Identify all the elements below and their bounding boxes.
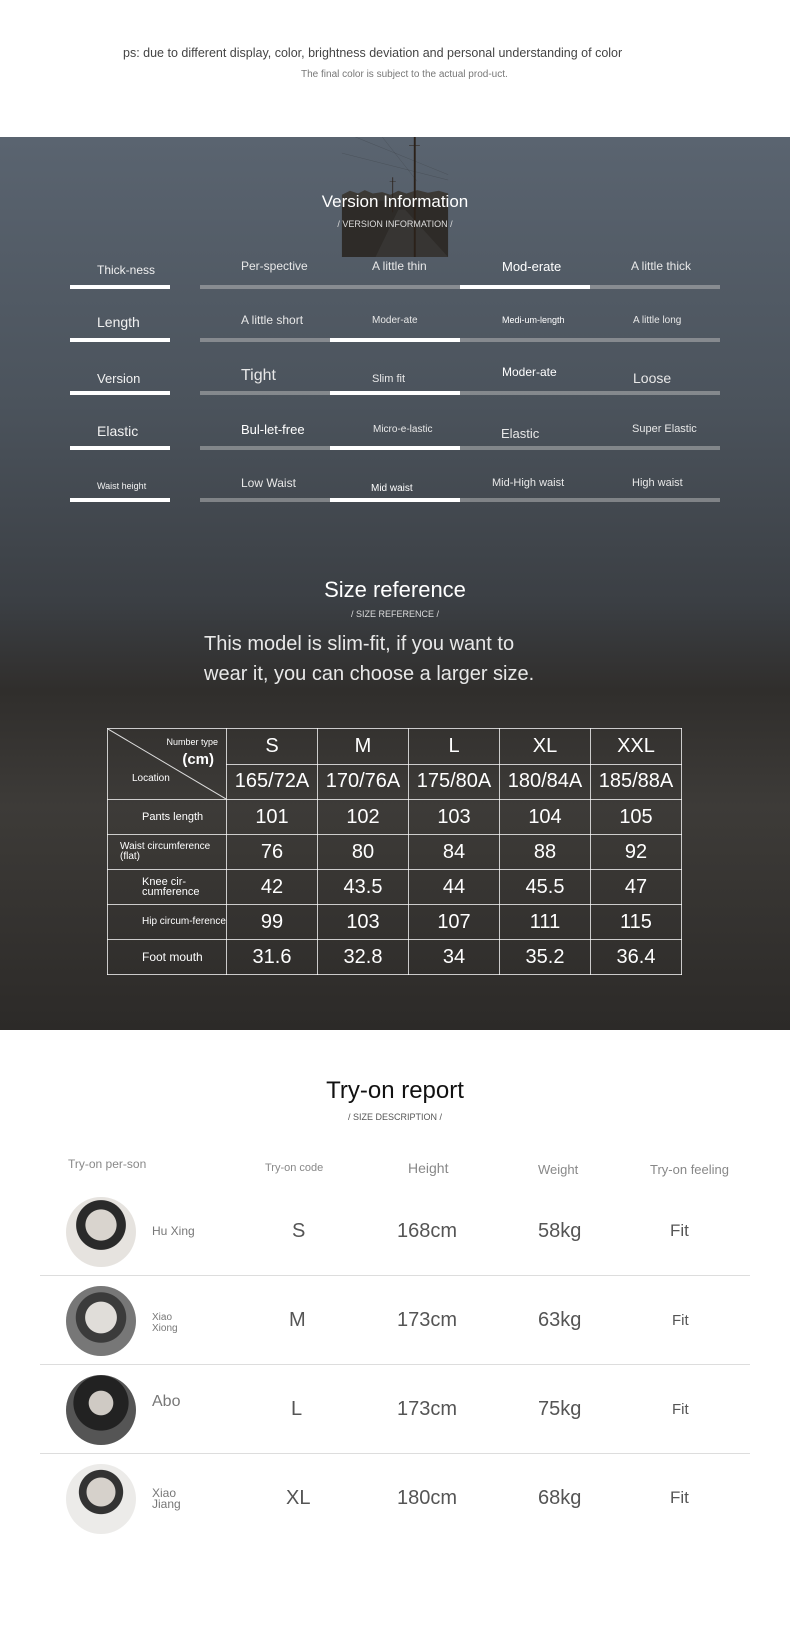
size-code: 170/76A [318, 764, 409, 800]
version-row-marker [70, 498, 170, 502]
corner-number-type: Number type [166, 737, 218, 747]
tryon-height: 173cm [397, 1309, 458, 1331]
table-cell: 92 [591, 835, 682, 870]
table-row [108, 905, 682, 940]
table-row [108, 870, 682, 905]
version-row-marker [70, 338, 170, 342]
corner-unit: (cm) [182, 751, 214, 768]
version-selected-bar [460, 285, 590, 289]
tryon-title: Try-on report [326, 1077, 464, 1104]
tryon-feeling: Fit [670, 1221, 689, 1240]
avatar [66, 1286, 136, 1356]
version-row-length [0, 312, 790, 364]
version-row-version [0, 365, 790, 417]
version-row-marker [70, 391, 170, 395]
table-cell: 76 [227, 835, 318, 870]
version-option: Per-spective [241, 259, 308, 273]
table-cell: 35.2 [500, 940, 591, 975]
table-cell: 88 [500, 835, 591, 870]
version-option: Mid-High waist [492, 477, 565, 489]
tryon-code: M [289, 1309, 306, 1331]
tryon-name: Xiao Jiang [152, 1486, 181, 1511]
version-option-selected: Slim fit [372, 373, 405, 385]
table-row [108, 835, 682, 870]
version-option: High waist [632, 477, 683, 489]
size-table-corner [108, 729, 227, 800]
version-option-selected: Mid waist [371, 483, 413, 494]
version-option-selected: Mod-erate [502, 259, 562, 274]
version-row-label: Elastic [97, 423, 139, 439]
size-title: Size reference [324, 577, 466, 602]
avatar [66, 1375, 136, 1445]
table-cell: 115 [591, 905, 682, 940]
version-option: A little short [241, 313, 304, 327]
list-item [40, 1366, 750, 1454]
table-cell: 84 [409, 835, 500, 870]
size-note [204, 629, 534, 689]
table-cell: 43.5 [318, 870, 409, 905]
size-note-line: This model is slim-fit, if you want to [204, 633, 515, 655]
table-cell: 32.8 [318, 940, 409, 975]
size-header: S [227, 729, 318, 765]
table-cell: 111 [500, 905, 591, 940]
size-note-line: wear it, you can choose a larger size. [204, 663, 535, 685]
version-row-label: Waist height [97, 481, 147, 491]
version-option: Tight [241, 367, 276, 384]
tryon-height: 173cm [397, 1398, 458, 1420]
table-cell: 103 [318, 905, 409, 940]
size-table [107, 728, 682, 975]
size-header: XL [500, 729, 591, 765]
size-header: XXL [591, 729, 682, 765]
table-cell: 102 [318, 800, 409, 835]
list-item [40, 1455, 750, 1543]
tryon-height: 180cm [397, 1487, 458, 1509]
table-cell: 101 [227, 800, 318, 835]
table-cell: 36.4 [591, 940, 682, 975]
version-track [200, 498, 720, 502]
corner-location: Location [132, 773, 170, 784]
size-code: 175/80A [409, 764, 500, 800]
tryon-code: S [292, 1220, 306, 1242]
notice-section [0, 0, 790, 137]
size-header: L [409, 729, 500, 765]
table-cell: 44 [409, 870, 500, 905]
tryon-name: Abo [152, 1393, 181, 1410]
version-option: A little long [633, 315, 682, 326]
row-label: Foot mouth [108, 940, 227, 975]
table-row [108, 940, 682, 975]
size-header: M [318, 729, 409, 765]
version-option: Bul-let-free [241, 422, 305, 437]
table-cell: 42 [227, 870, 318, 905]
version-row-marker [70, 285, 170, 289]
avatar [66, 1197, 136, 1267]
row-label: Hip circum-ference [108, 905, 227, 940]
table-cell: 31.6 [227, 940, 318, 975]
version-selected-bar [330, 391, 460, 395]
avatar [66, 1464, 136, 1534]
version-row-marker [70, 446, 170, 450]
tryon-weight: 58kg [538, 1220, 582, 1242]
tryon-subtitle: / SIZE DESCRIPTION / [347, 1112, 442, 1122]
notice-line-1: ps: due to different display, color, brightness deviation and personal understanding of color [123, 46, 623, 60]
version-row-label: Version [97, 371, 141, 386]
version-row-label: Length [97, 314, 140, 330]
version-option: A little thin [372, 259, 427, 273]
version-option: A little thick [631, 259, 692, 273]
table-cell: 47 [591, 870, 682, 905]
version-option-selected: Moder-ate [372, 315, 418, 326]
version-option: Moder-ate [502, 365, 557, 379]
notice-line-2: The final color is subject to the actual prod-uct. [301, 69, 508, 80]
table-cell: 80 [318, 835, 409, 870]
row-label: Waist circumference (flat) [108, 835, 227, 870]
table-row [108, 800, 682, 835]
version-selected-bar [330, 446, 460, 450]
size-code: 165/72A [227, 764, 318, 800]
version-selected-bar [330, 498, 460, 502]
size-subtitle: / SIZE REFERENCE / [350, 609, 439, 619]
version-track [200, 446, 720, 450]
tryon-code: L [291, 1398, 303, 1420]
row-label: Pants length [108, 800, 227, 835]
tryon-weight: 75kg [538, 1398, 582, 1420]
version-option: Low Waist [241, 476, 296, 490]
version-row-waist-height [0, 471, 790, 523]
tryon-feeling: Fit [672, 1312, 689, 1329]
version-option: Elastic [501, 426, 540, 441]
version-option-selected: Micro-e-lastic [373, 424, 433, 435]
version-subtitle: / VERSION INFORMATION / [337, 219, 453, 229]
tryon-weight: 63kg [538, 1309, 582, 1331]
version-track [200, 338, 720, 342]
tryon-name: Hu Xing [152, 1224, 195, 1238]
version-row-label: Thick-ness [97, 263, 156, 277]
table-cell: 107 [409, 905, 500, 940]
table-cell: 45.5 [500, 870, 591, 905]
tryon-height: 168cm [397, 1220, 458, 1242]
list-item [40, 1188, 750, 1276]
tryon-header-weight: Weight [538, 1162, 579, 1177]
size-code: 180/84A [500, 764, 591, 800]
version-track [200, 391, 720, 395]
version-option: Medi-um-length [502, 315, 565, 325]
version-title: Version Information [321, 192, 469, 211]
tryon-code: XL [286, 1487, 311, 1509]
version-row-elastic [0, 418, 790, 470]
version-option: Super Elastic [632, 423, 697, 435]
tryon-feeling: Fit [670, 1488, 689, 1507]
size-code: 185/88A [591, 764, 682, 800]
table-cell: 99 [227, 905, 318, 940]
version-selected-bar [330, 338, 460, 342]
tryon-header-person: Try-on per-son [68, 1157, 147, 1171]
row-label: Knee cir-cumference [108, 870, 227, 905]
table-cell: 104 [500, 800, 591, 835]
tryon-name: Xiao Xiong [152, 1312, 178, 1334]
table-cell: 103 [409, 800, 500, 835]
tryon-feeling: Fit [672, 1401, 689, 1418]
list-item [40, 1277, 750, 1365]
tryon-weight: 68kg [538, 1487, 582, 1509]
tryon-header-feeling: Try-on feeling [650, 1162, 729, 1177]
version-row-thickness [0, 257, 790, 309]
table-cell: 105 [591, 800, 682, 835]
tryon-header-code: Try-on code [265, 1162, 324, 1174]
table-cell: 34 [409, 940, 500, 975]
version-option: Loose [633, 370, 672, 386]
tryon-header-height: Height [408, 1160, 449, 1176]
